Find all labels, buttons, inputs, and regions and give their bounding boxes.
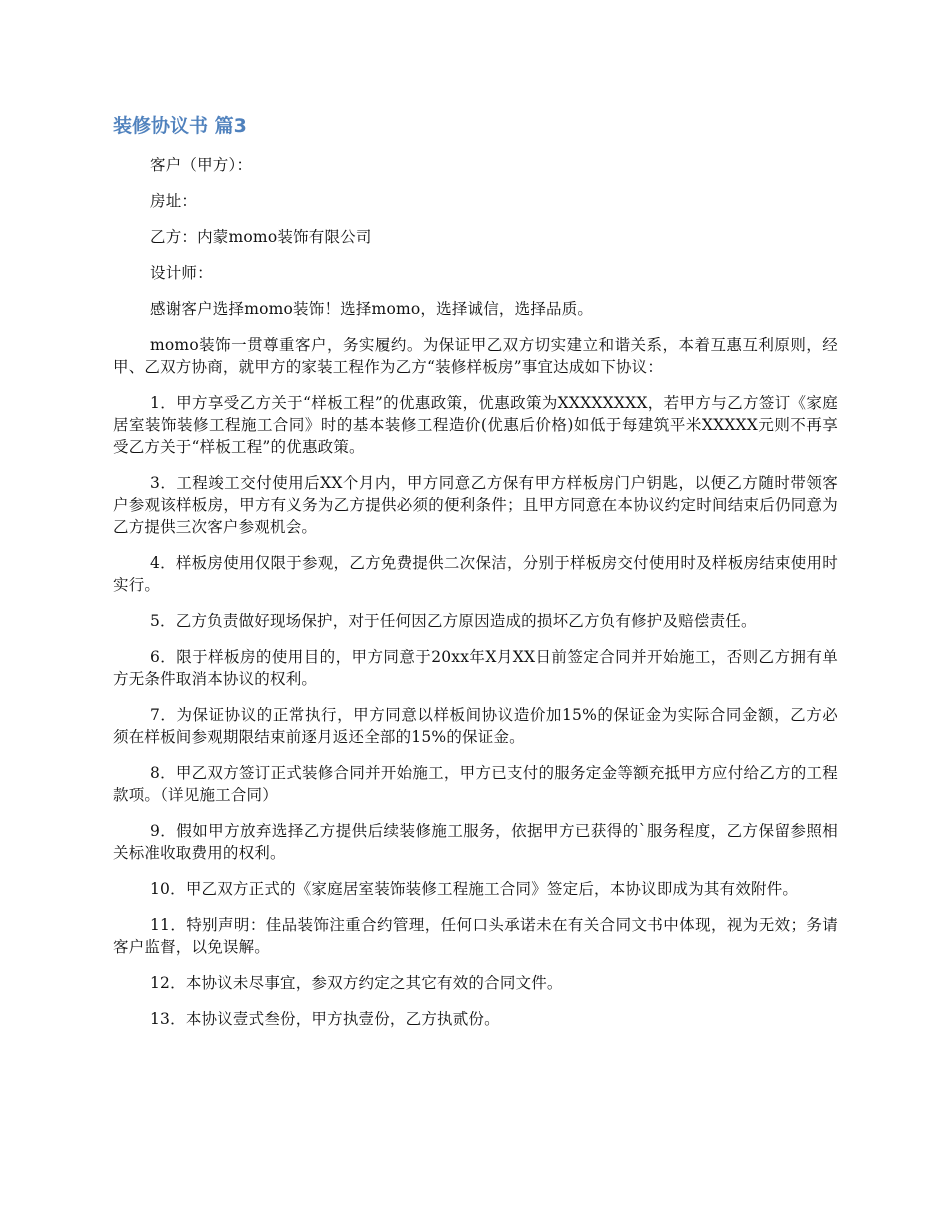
paragraph-party-b: 乙方：内蒙momo装饰有限公司 (150, 228, 372, 246)
clause-5: 5．乙方负责做好现场保护，对于任何因乙方原因造成的损坏乙方负有修护及赔偿责任。 (150, 612, 757, 630)
clause-10: 10．甲乙双方正式的《家庭居室装饰装修工程施工合同》签定后，本协议即成为其有效附件。 (150, 880, 799, 898)
clause-4: 4．样板房使用仅限于参观，乙方免费提供二次保洁，分别于样板房交付使用时及样板房结束使用时实行。 (113, 554, 838, 594)
clause-13: 13．本协议壹式叁份，甲方执壹份，乙方执贰份。 (150, 1010, 500, 1028)
clause-12: 12．本协议未尽事宜，参双方约定之其它有效的合同文件。 (150, 974, 563, 992)
document-title: 装修协议书 篇3 (113, 115, 247, 137)
clause-11: 11．特别声明：佳品装饰注重合约管理，任何口头承诺未在有关合同文书中体现，视为无效；务请客户监督，以免误解。 (113, 916, 838, 956)
clause-9: 9．假如甲方放弃选择乙方提供后续装修施工服务，依据甲方已获得的`服务程度，乙方保留参照相关标准收取费用的权利。 (113, 822, 838, 862)
clause-7: 7．为保证协议的正常执行，甲方同意以样板间协议造价加15%的保证金为实际合同金额，乙方必须在样板间参观期限结束前逐月返还全部的15%的保证金。 (113, 706, 838, 746)
clause-8: 8．甲乙双方签订正式装修合同并开始施工，甲方已支付的服务定金等额充抵甲方应付给乙方的工程款项。（详见施工合同） (113, 764, 838, 804)
paragraph-client: 客户（甲方）： (150, 156, 253, 174)
paragraph-thanks: 感谢客户选择momo装饰！选择momo，选择诚信，选择品质。 (150, 300, 594, 318)
paragraph-address: 房址： (150, 192, 198, 210)
paragraph-designer: 设计师： (150, 264, 213, 282)
document-body (113, 112, 838, 1044)
clause-6: 6．限于样板房的使用目的，甲方同意于20xx年X月XX日前签定合同并开始施工，否则乙方拥有单方无条件取消本协议的权利。 (113, 648, 838, 688)
clause-1: 1．甲方享受乙方关于“样板工程”的优惠政策，优惠政策为XXXXXXXX，若甲方与乙方签订《家庭居室装饰装修工程施工合同》时的基本装修工程造价(优惠后价格)如低于每建筑平米XXXXX元则不再享受乙方关于“样板工程”的优惠政策。 (113, 394, 838, 456)
clause-3: 3．工程竣工交付使用后XX个月内，甲方同意乙方保有甲方样板房门户钥匙，以便乙方随时带领客户参观该样板房，甲方有义务为乙方提供必须的便利条件；且甲方同意在本协议约定时间结束后仍同意为乙方提供三次客户参观机会。 (113, 474, 838, 536)
paragraph-intro: momo装饰一贯尊重客户，务实履约。为保证甲乙双方切实建立和谐关系，本着互惠互利原则，经甲、乙双方协商，就甲方的家装工程作为乙方“装修样板房”事宜达成如下协议： (113, 336, 838, 376)
